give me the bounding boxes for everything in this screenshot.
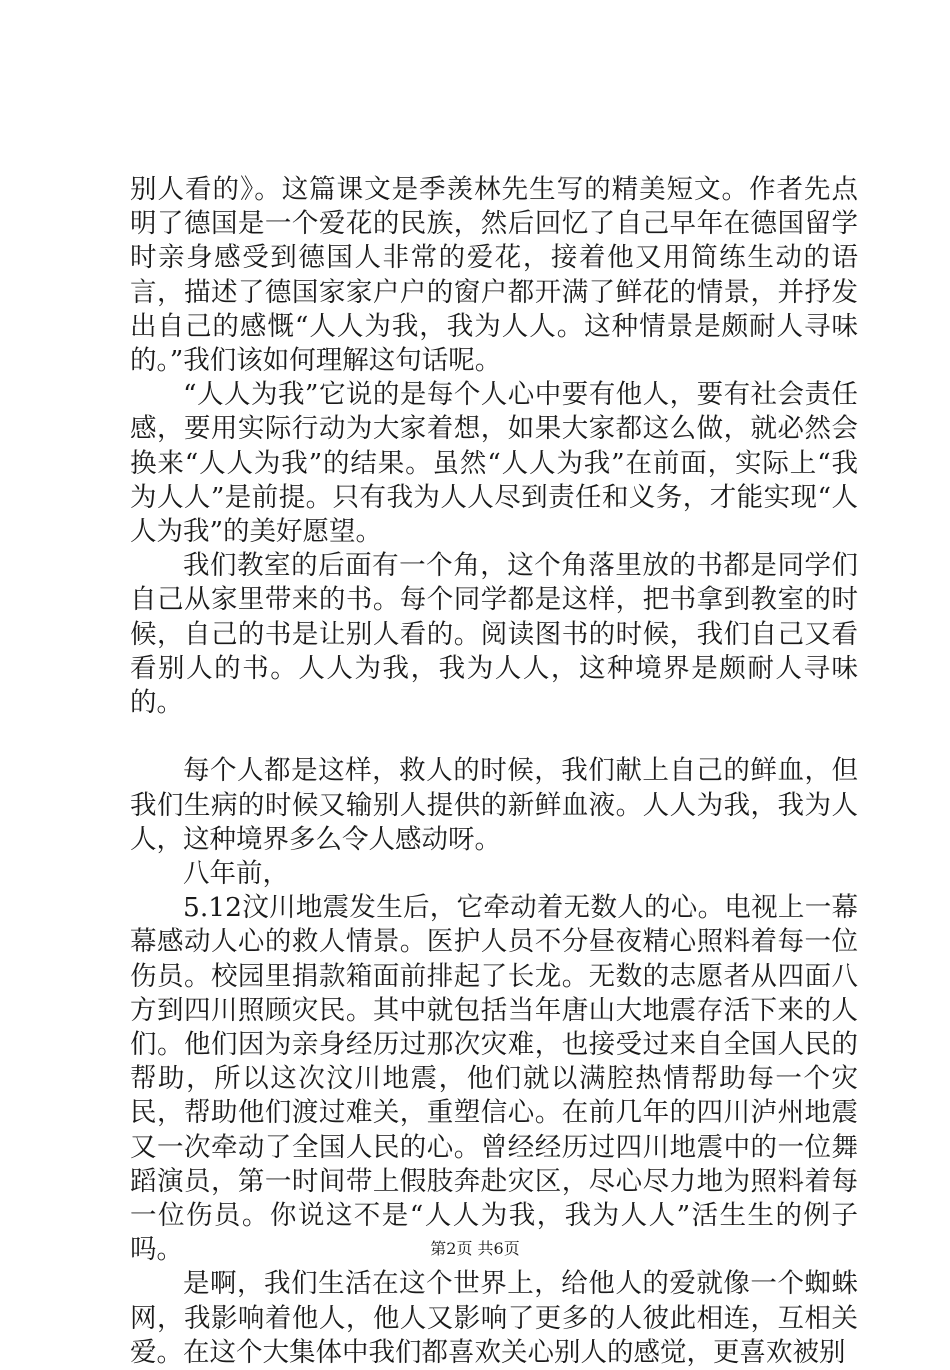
paragraph-7: 是啊，我们生活在这个世界上，给他人的爱就像一个蜘蛛网，我影响着他人，他人又影响了更多的人彼此相连，互相关爱。在这个大集体中我们都喜欢关心别人的感觉，更喜欢被别 (130, 1268, 858, 1368)
paragraph-4: 每个人都是这样，救人的时候，我们献上自己的鲜血，但我们生病的时候又输别人提供的新鲜血液。人人为我，我为人人，这种境界多么令人感动呀。 (130, 755, 858, 855)
paragraph-2: “人人为我”它说的是每个人心中要有他人，要有社会责任感，要用实际行动为大家着想，如果大家都这么做，就必然会换来“人人为我”的结果。虽然“人人为我”在前面，实际上“我为人人”是前提。只有我为人人尽到责任和义务，才能实现“人人为我”的美好愿望。 (130, 379, 858, 548)
paragraph-5: 八年前， (183, 858, 289, 890)
paragraph-6: 5.12汶川地震发生后，它牵动着无数人的心。电视上一幕幕感动人心的救人情景。医护人员不分昼夜精心照料着每一位伤员。校园里捐款箱面前排起了长龙。无数的志愿者从四面八方到四川照顾灾民。其中就包括当年唐山大地震存活下来的人们。他们因为亲身经历过那次灾难，也接受过来自全国人民的帮助，所以这次汶川地震，他们就以满腔热情帮助每一个灾民，帮助他们渡过难关，重塑信心。在前几年的四川泸州地震又一次牵动了全国人民的心。曾经经历过四川地震中的一位舞蹈演员，第一时间带上假肢奔赴灾区，尽心尽力地为照料着每一位伤员。你说这不是“人人为我，我为人人”活生生的例子吗。 (130, 892, 858, 1266)
paragraph-3: 我们教室的后面有一个角，这个角落里放的书都是同学们自己从家里带来的书。每个同学都是这样，把书拿到教室的时候，自己的书是让别人看的。阅读图书的时候，我们自己又看看别人的书。人人为我，我为人人，这种境界是颇耐人寻味的。 (130, 550, 858, 719)
document-body (130, 173, 858, 1370)
page-footer: 第2页 共6页 (430, 1239, 520, 1258)
blank-line (130, 720, 858, 754)
paragraph-1: 别人看的》。这篇课文是季羡林先生写的精美短文。作者先点明了德国是一个爱花的民族，然后回忆了自己早年在德国留学时亲身感受到德国人非常的爱花，接着他又用简练生动的语言，描述了德国家家户户的窗户都开满了鲜花的情景，并抒发出自己的感慨“人人为我，我为人人。这种情景是颇耐人寻味的。”我们该如何理解这句话呢。 (130, 174, 858, 377)
